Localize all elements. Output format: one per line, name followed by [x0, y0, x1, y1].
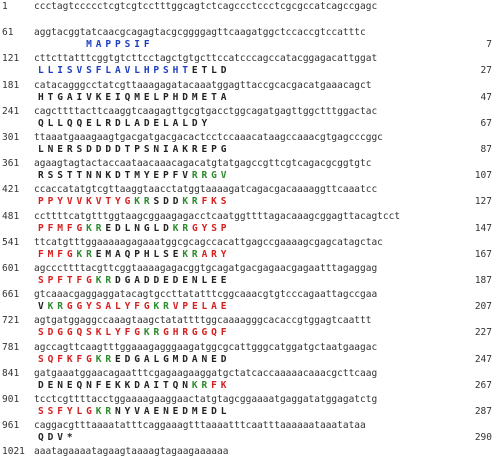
sequence-block — [0, 53, 500, 79]
nucleotide-sequence: ttaaatgaaagaagtgacgatgacgacactcctccaaacataagccaaacgtgagcccggc — [34, 132, 383, 143]
amino-acid-position: 267 — [474, 379, 492, 391]
amino-acid-segment: KR — [134, 196, 154, 208]
amino-acid-position: 187 — [474, 275, 492, 286]
amino-acid-segment: KR — [47, 301, 67, 313]
nucleotide-position: 301 — [2, 132, 20, 143]
amino-acid-translation — [38, 354, 230, 366]
nucleotide-position: 1 — [2, 1, 8, 12]
sequence-block — [0, 158, 500, 184]
nucleotide-position: 421 — [2, 184, 20, 196]
nucleotide-sequence: cttcttatttcggtgtcttcctagctgtgcttccatcccagccatacggagacattggat — [34, 53, 378, 65]
amino-acid-position: 290 — [474, 432, 492, 444]
sequence-block — [0, 420, 500, 446]
amino-acid-segment: FMFG — [38, 248, 77, 260]
amino-acid-segment: KR — [95, 406, 115, 417]
amino-acid-segment: SSFYLG — [38, 406, 96, 417]
nucleotide-position: 961 — [2, 420, 20, 432]
amino-acid-translation — [38, 223, 230, 235]
sequence-block — [0, 132, 500, 158]
amino-acid-position: 167 — [474, 248, 492, 260]
amino-acid-position: 7 — [486, 39, 492, 51]
amino-acid-segment: NYVAENEDMEDL — [114, 406, 231, 417]
amino-acid-segment: RRGV — [191, 170, 231, 182]
nucleotide-sequence: ttcatgtttggaaaaagagaaatggcgcagccacattgagccgaaaagcgagcatagctac — [34, 236, 383, 248]
amino-acid-position: 27 — [480, 65, 492, 77]
amino-acid-segment: ETLD — [191, 65, 231, 77]
nucleotide-sequence: aaatagaaaatagaagtaaaagtagaagaaaaaa — [34, 446, 229, 458]
amino-acid-segment: KR — [95, 275, 115, 286]
sequence-block — [0, 368, 500, 394]
amino-acid-position: 247 — [474, 353, 492, 365]
amino-acid-position: 107 — [474, 170, 492, 182]
amino-acid-segment: SPFTFG — [38, 275, 96, 286]
sequence-block — [0, 27, 500, 53]
amino-acid-translation — [38, 301, 230, 313]
nucleotide-sequence: agcccttttacgttcggtaaaagagacggtgcagatgacgagaacgagaatttagaggag — [34, 263, 378, 274]
amino-acid-translation — [38, 406, 230, 418]
amino-acid-position: 147 — [474, 222, 492, 234]
amino-acid-translation — [38, 65, 230, 77]
amino-acid-segment: KR — [76, 248, 96, 260]
nucleotide-position: 61 — [2, 27, 14, 39]
nucleotide-position: 541 — [2, 236, 20, 248]
amino-acid-translation — [38, 249, 230, 261]
nucleotide-sequence: catacagggcctatcgttaaagagatacaaatggagttaccgcacgacatgaaacagct — [34, 79, 372, 91]
amino-acid-segment: ARY — [201, 248, 231, 260]
amino-acid-segment: EDLNGLD — [105, 222, 173, 234]
amino-acid-segment: SQFKFG — [38, 353, 96, 365]
nucleotide-position: 661 — [2, 289, 20, 301]
nucleotide-position: 721 — [2, 315, 20, 327]
nucleotide-position: 361 — [2, 158, 20, 170]
sequence-block — [0, 315, 500, 341]
nucleotide-sequence: agtgatggaggccaaagtaagctatattttggcaaaagggcacaccgtggagtcaattt — [34, 315, 372, 327]
amino-acid-translation — [38, 380, 230, 392]
amino-acid-position: 127 — [474, 196, 492, 208]
amino-acid-segment: DGADDEDENLEE — [114, 275, 231, 286]
amino-acid-segment: EMAQPHLSE — [95, 248, 183, 260]
amino-acid-position: 227 — [474, 327, 492, 339]
amino-acid-segment: HTGAIVKEIQMELPHDMETA — [38, 91, 231, 103]
nucleotide-position: 601 — [2, 263, 20, 274]
nucleotide-sequence: ccaccatatgtcgttaaggtaacctatggtaaaagatcagacgacaaaaggttcaaatcc — [34, 184, 378, 196]
amino-acid-translation — [38, 39, 153, 51]
amino-acid-position: 287 — [474, 406, 492, 417]
sequence-block — [0, 342, 500, 368]
sequence-block — [0, 184, 500, 210]
sequence-block — [0, 106, 500, 132]
nucleotide-sequence: caggacgtttaaaatatttcaggaaagtttaaaatttcaatttaaaaaataaatataa — [34, 420, 366, 432]
amino-acid-segment: FK — [211, 379, 231, 391]
amino-acid-segment: LLISVSFLAVLHPSHT — [38, 65, 192, 77]
nucleotide-sequence: tcctcgttttacctggaaaagaaggaactatgtagcggaaaatgaggatatggagatctg — [34, 394, 378, 405]
amino-acid-translation — [38, 118, 211, 130]
nucleotide-sequence: ccctagtccccctcgtcgtcctttggcagtctcagccctccctcgcgccatcagccgagc — [34, 1, 378, 12]
amino-acid-segment: KR — [182, 248, 202, 260]
amino-acid-segment — [38, 39, 86, 50]
amino-acid-segment: QDV* — [38, 432, 77, 444]
nucleotide-sequence: gtcaaacgaggaggatacagtgccttatatttcggcaaacgtgtcccagaattagccgaa — [34, 289, 378, 301]
amino-acid-translation — [38, 92, 230, 104]
amino-acid-segment: GGYSALYFG — [66, 301, 154, 313]
nucleotide-sequence: cagcttttacttcaaggtcaagagttgcgtgacctggcagatgagttggctttggactac — [34, 105, 378, 117]
amino-acid-segment: KR — [191, 379, 212, 391]
amino-acid-segment: KR — [143, 327, 164, 339]
nucleotide-sequence: agaagtagtactaccaataacaaacagacatgtatgagccgttcgtcagacgcggtgtc — [34, 158, 372, 170]
amino-acid-segment: MAPPSIF — [86, 39, 154, 51]
amino-acid-segment: KR — [182, 196, 202, 208]
nucleotide-position: 121 — [2, 53, 20, 65]
amino-acid-position: 47 — [480, 91, 492, 103]
amino-acid-translation — [38, 327, 230, 339]
nucleotide-position: 841 — [2, 367, 20, 379]
nucleotide-sequence: aggtacggtatcaacgcagagtacgcggggagttcaagatggctccaccgtccatttc — [34, 27, 366, 39]
amino-acid-segment: PFMFG — [38, 222, 87, 234]
amino-acid-position: 87 — [480, 144, 492, 155]
nucleotide-position: 1021 — [2, 446, 25, 458]
amino-acid-segment: KR — [86, 222, 106, 234]
amino-acid-translation — [38, 144, 230, 156]
nucleotide-position: 181 — [2, 79, 20, 91]
nucleotide-position: 901 — [2, 394, 20, 405]
amino-acid-position: 207 — [474, 301, 492, 313]
amino-acid-segment: KR — [172, 222, 192, 234]
amino-acid-segment: QLLQQELRDLADELALDY — [38, 117, 212, 129]
amino-acid-segment: PPYVVKVTYG — [38, 196, 135, 208]
amino-acid-translation — [38, 170, 230, 182]
sequence-block — [0, 237, 500, 263]
sequence-block — [0, 1, 500, 15]
amino-acid-segment: V — [38, 301, 48, 313]
amino-acid-segment: KR — [95, 353, 115, 365]
nucleotide-position: 481 — [2, 210, 20, 222]
amino-acid-translation — [38, 196, 230, 208]
sequence-block — [0, 289, 500, 315]
amino-acid-translation — [38, 275, 230, 287]
nucleotide-sequence: gatgaaatggaacagaatttcgagaagaaggatgctatcaccaaaaacaaacgcttcaag — [34, 367, 378, 379]
amino-acid-segment: FKS — [201, 196, 231, 208]
amino-acid-position: 67 — [480, 117, 492, 129]
nucleotide-sequence: ccttttcatgtttggtaagcggaagagacctcaatggttttagacaaagcggagttacagtcct — [34, 210, 401, 222]
amino-acid-segment: DENEQNFEKKDAITQN — [38, 379, 192, 391]
amino-acid-segment: GYSP — [191, 222, 231, 234]
amino-acid-segment: LNERSDDDDTPSNIAKREPG — [38, 144, 231, 155]
sequence-block — [0, 211, 500, 237]
amino-acid-segment: VPELAE — [172, 301, 231, 313]
nucleotide-position: 781 — [2, 341, 20, 353]
amino-acid-segment: SDD — [153, 196, 183, 208]
nucleotide-position: 241 — [2, 105, 20, 117]
sequence-block — [0, 80, 500, 106]
amino-acid-segment: SDGGQSKLYFG — [38, 327, 144, 339]
nucleotide-sequence: agccagttcaagtttggaaagagggaagatggcgcattgggcatggatgctaatgaagac — [34, 341, 378, 353]
amino-acid-translation — [38, 432, 76, 444]
amino-acid-segment: GHRGGQF — [163, 327, 231, 339]
sequence-block — [0, 446, 500, 460]
amino-acid-segment: RSSTTNNKDTMYEPFV — [38, 170, 192, 182]
sequence-block — [0, 394, 500, 420]
amino-acid-segment: EDGALGMDANED — [114, 353, 231, 365]
amino-acid-segment: KR — [153, 301, 173, 313]
sequence-block — [0, 263, 500, 289]
